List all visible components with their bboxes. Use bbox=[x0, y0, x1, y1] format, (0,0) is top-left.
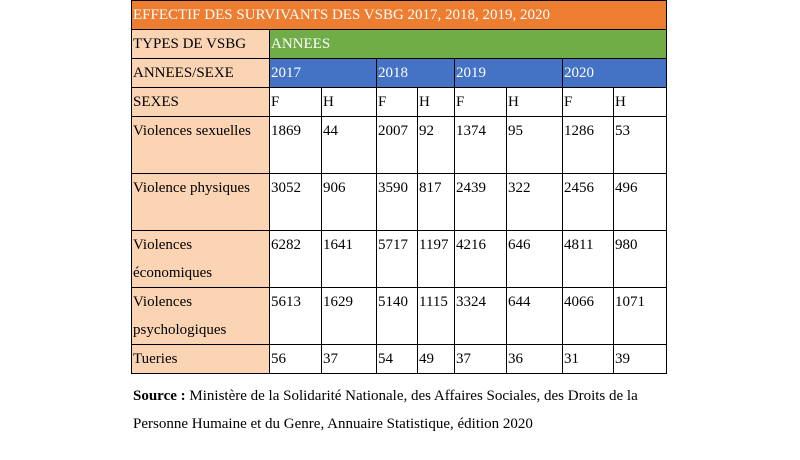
sex-header: F bbox=[455, 88, 507, 117]
table-cell: 2007 bbox=[377, 117, 418, 174]
table-cell: 3052 bbox=[270, 174, 322, 231]
year-header-2019: 2019 bbox=[455, 59, 563, 88]
table-cell: 1869 bbox=[270, 117, 322, 174]
table-row bbox=[132, 231, 667, 288]
table-row bbox=[132, 288, 667, 345]
table-cell: 5717 bbox=[377, 231, 418, 288]
table-cell: 1115 bbox=[418, 288, 455, 345]
table-cell: 1629 bbox=[322, 288, 377, 345]
row-label-violence-physiques: Violence physiques bbox=[132, 174, 270, 231]
year-header-2020: 2020 bbox=[563, 59, 667, 88]
types-row bbox=[132, 30, 667, 59]
row-label-violences-sexuelles: Violences sexuelles bbox=[132, 117, 270, 174]
table-row bbox=[132, 117, 667, 174]
table-cell: 39 bbox=[614, 345, 667, 374]
years-row bbox=[132, 59, 667, 88]
table-cell: 4066 bbox=[563, 288, 614, 345]
source-text: Ministère de la Solidarité Nationale, des Affaires Sociales, des Droits de la Personne Humaine et du Genre, Annuaire Statistique, édition 2020 bbox=[133, 388, 638, 432]
table-cell: 56 bbox=[270, 345, 322, 374]
table-cell: 3324 bbox=[455, 288, 507, 345]
row-label-tueries: Tueries bbox=[132, 345, 270, 374]
source-note bbox=[133, 382, 673, 438]
table-cell: 54 bbox=[377, 345, 418, 374]
sex-header: F bbox=[377, 88, 418, 117]
table-row bbox=[132, 345, 667, 374]
table-cell: 1071 bbox=[614, 288, 667, 345]
sex-header: F bbox=[563, 88, 614, 117]
annees-sexe-label: ANNEES/SEXE bbox=[132, 59, 270, 88]
table-cell: 1374 bbox=[455, 117, 507, 174]
row-label-violences-psychologiques: Violences psychologiques bbox=[132, 288, 270, 345]
table-cell: 322 bbox=[507, 174, 563, 231]
table-cell: 980 bbox=[614, 231, 667, 288]
table-cell: 31 bbox=[563, 345, 614, 374]
source-label: Source : bbox=[133, 388, 186, 404]
table-cell: 3590 bbox=[377, 174, 418, 231]
sex-header: H bbox=[322, 88, 377, 117]
table-cell: 1286 bbox=[563, 117, 614, 174]
year-header-2017: 2017 bbox=[270, 59, 377, 88]
table-cell: 644 bbox=[507, 288, 563, 345]
survivors-table bbox=[131, 0, 667, 374]
table-cell: 496 bbox=[614, 174, 667, 231]
table-cell: 49 bbox=[418, 345, 455, 374]
table-cell: 4811 bbox=[563, 231, 614, 288]
types-label: TYPES DE VSBG bbox=[132, 30, 270, 59]
sex-header: F bbox=[270, 88, 322, 117]
table-row bbox=[132, 174, 667, 231]
table-cell: 92 bbox=[418, 117, 455, 174]
table-cell: 36 bbox=[507, 345, 563, 374]
table-cell: 5613 bbox=[270, 288, 322, 345]
table-cell: 44 bbox=[322, 117, 377, 174]
sex-header: H bbox=[614, 88, 667, 117]
table-cell: 4216 bbox=[455, 231, 507, 288]
table-cell: 6282 bbox=[270, 231, 322, 288]
table-cell: 1641 bbox=[322, 231, 377, 288]
table-cell: 53 bbox=[614, 117, 667, 174]
sexes-row bbox=[132, 88, 667, 117]
table-title-row bbox=[132, 1, 667, 30]
table-cell: 646 bbox=[507, 231, 563, 288]
table-cell: 817 bbox=[418, 174, 455, 231]
table-cell: 2439 bbox=[455, 174, 507, 231]
sex-header: H bbox=[418, 88, 455, 117]
table-cell: 1197 bbox=[418, 231, 455, 288]
sexes-label: SEXES bbox=[132, 88, 270, 117]
table-cell: 37 bbox=[322, 345, 377, 374]
table-title: EFFECTIF DES SURVIVANTS DES VSBG 2017, 2018, 2019, 2020 bbox=[132, 1, 667, 30]
table-cell: 906 bbox=[322, 174, 377, 231]
table-cell: 2456 bbox=[563, 174, 614, 231]
table-cell: 37 bbox=[455, 345, 507, 374]
sex-header: H bbox=[507, 88, 563, 117]
table-cell: 5140 bbox=[377, 288, 418, 345]
table-cell: 95 bbox=[507, 117, 563, 174]
year-header-2018: 2018 bbox=[377, 59, 455, 88]
row-label-violences-economiques: Violences économiques bbox=[132, 231, 270, 288]
annees-banner: ANNEES bbox=[270, 30, 667, 59]
